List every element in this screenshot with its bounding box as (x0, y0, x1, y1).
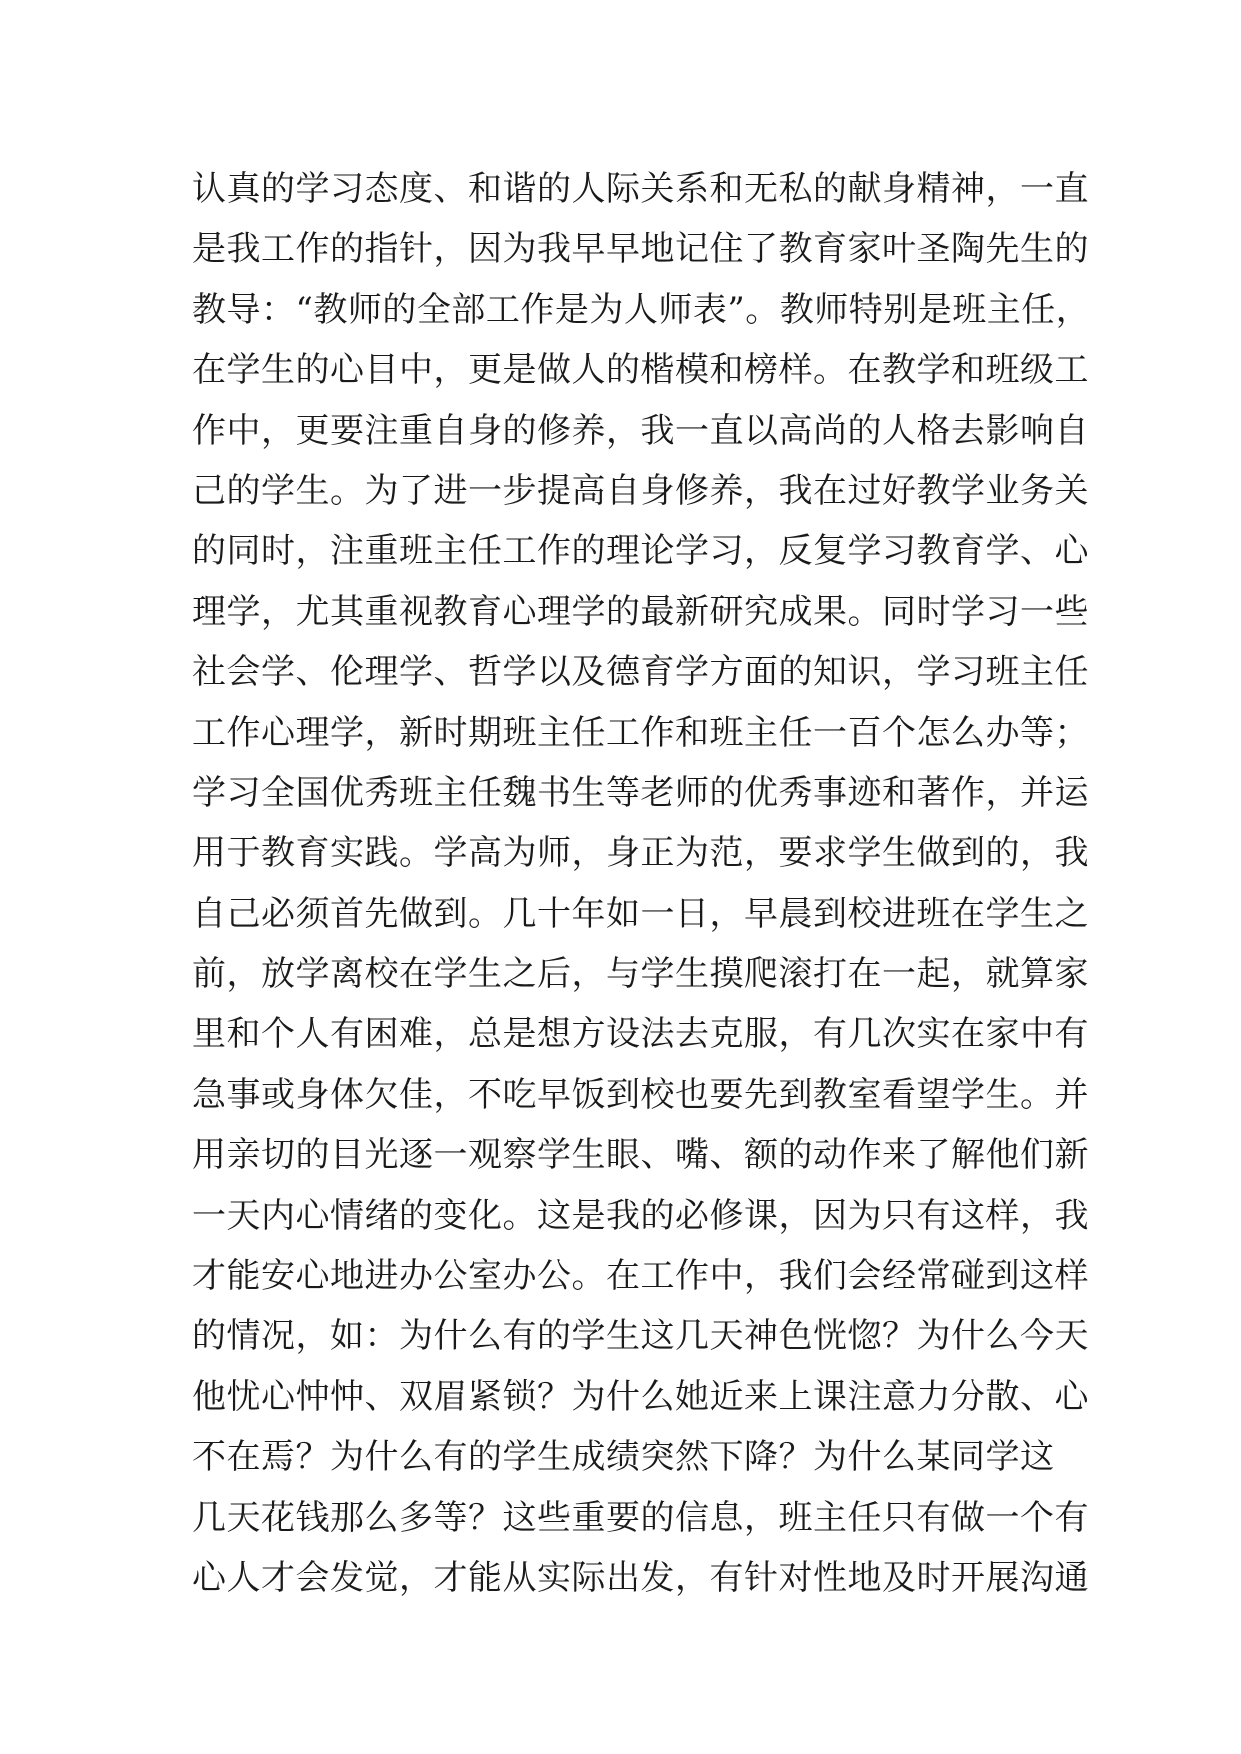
text-line: 的同时，注重班主任工作的理论学习，反复学习教育学、心 (192, 531, 1089, 572)
text-line: 前，放学离校在学生之后，与学生摸爬滚打在一起，就算家 (192, 954, 1089, 995)
text-line: 在学生的心目中，更是做人的楷模和榜样。在教学和班级工 (192, 350, 1089, 391)
text-line: 几天花钱那么多等？这些重要的信息，班主任只有做一个有 (192, 1497, 1089, 1538)
text-line: 不在焉？为什么有的学生成绩突然下降？为什么某同学这 (192, 1437, 1055, 1478)
text-line: 理学，尤其重视教育心理学的最新研究成果。同时学习一些 (192, 591, 1089, 632)
text-line: 的情况，如：为什么有的学生这几天神色恍惚？为什么今天 (192, 1316, 1089, 1357)
text-line: 学习全国优秀班主任魏书生等老师的优秀事迹和著作，并运 (192, 772, 1089, 813)
text-line: 教导：“教师的全部工作是为人师表”。教师特别是班主任， (192, 289, 1091, 330)
text-line: 工作心理学，新时期班主任工作和班主任一百个怎么办等； (192, 712, 1089, 753)
text-line: 心人才会发觉，才能从实际出发，有针对性地及时开展沟通 (192, 1557, 1089, 1598)
text-line: 一天内心情绪的变化。这是我的必修课，因为只有这样，我 (192, 1195, 1089, 1236)
text-line: 自己必须首先做到。几十年如一日，早晨到校进班在学生之 (192, 893, 1089, 934)
text-line: 里和个人有困难，总是想方设法去克服，有几次实在家中有 (192, 1014, 1089, 1055)
text-line: 他忧心忡忡、双眉紧锁？为什么她近来上课注意力分散、心 (192, 1376, 1089, 1417)
text-line: 认真的学习态度、和谐的人际关系和无私的献身精神，一直 (192, 169, 1089, 209)
text-line: 才能安心地进办公室办公。在工作中，我们会经常碰到这样 (192, 1256, 1089, 1297)
text-line: 用于教育实践。学高为师，身正为范，要求学生做到的，我 (192, 833, 1089, 874)
text-line: 用亲切的目光逐一观察学生眼、嘴、额的动作来了解他们新 (192, 1135, 1089, 1176)
text-line: 急事或身体欠佳，不吃早饭到校也要先到教室看望学生。并 (192, 1074, 1089, 1115)
body-text (192, 159, 1091, 1608)
text-line: 是我工作的指针，因为我早早地记住了教育家叶圣陶先生的 (192, 229, 1089, 270)
text-line: 社会学、伦理学、哲学以及德育学方面的知识，学习班主任 (192, 652, 1089, 693)
text-line: 己的学生。为了进一步提高自身修养，我在过好教学业务关 (192, 470, 1089, 511)
text-line: 作中，更要注重自身的修养，我一直以高尚的人格去影响自 (192, 410, 1089, 451)
